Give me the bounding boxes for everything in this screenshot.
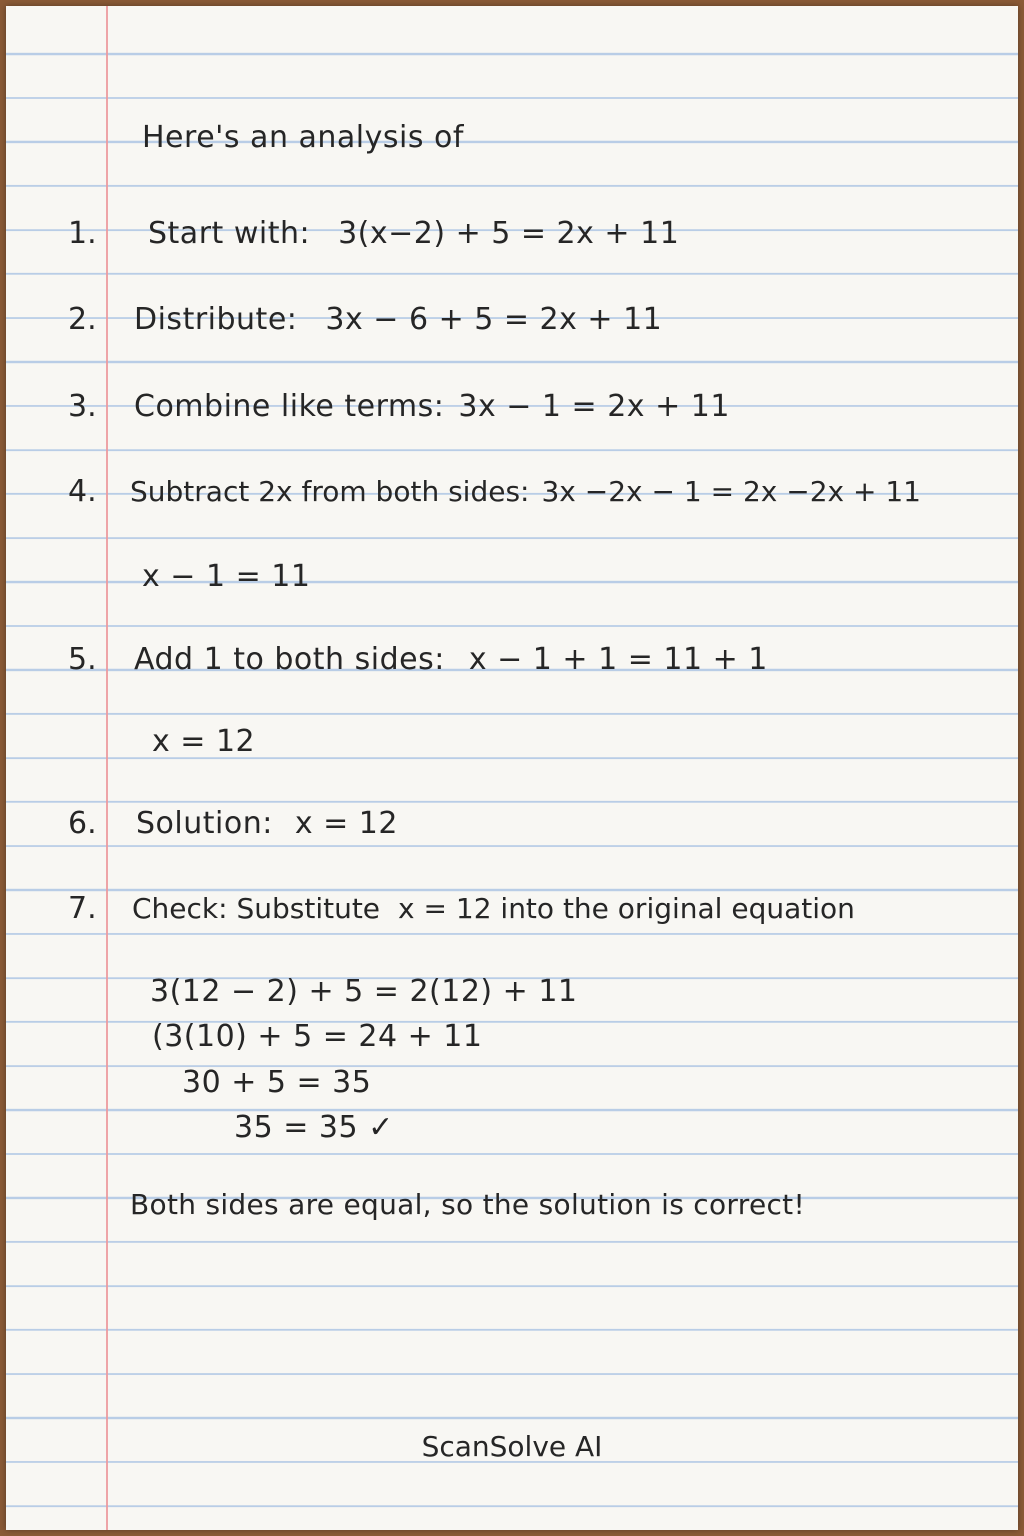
check-line: 35 = 35 ✓ (234, 1110, 394, 1145)
step-1 (148, 216, 679, 252)
step-6 (136, 806, 398, 842)
intro-text: Here's an analysis of (142, 120, 464, 155)
step-3 (134, 389, 730, 425)
step-4-equation: 3x −2x − 1 = 2x −2x + 11 (541, 475, 921, 508)
conclusion-text: Both sides are equal, so the solution is correct! (130, 1188, 805, 1221)
step-5-label: Add 1 to both sides: (134, 642, 445, 677)
footer-brand: ScanSolve AI (421, 1430, 603, 1463)
step-5-equation: x − 1 + 1 = 11 + 1 (468, 642, 768, 677)
check-line: (3(10) + 5 = 24 + 11 (152, 1019, 483, 1054)
step-3-label: Combine like terms: (134, 389, 445, 424)
step-1-label: Start with: (148, 216, 311, 251)
check-line: 3(12 − 2) + 5 = 2(12) + 11 (150, 974, 578, 1009)
step-4-number: 4. (68, 474, 97, 509)
step-1-equation: 3(x−2) + 5 = 2x + 11 (338, 216, 680, 251)
step-4-result: x − 1 = 11 (142, 559, 311, 594)
step-6-number: 6. (68, 806, 97, 841)
step-7-equation: x = 12 into the original equation (398, 892, 855, 925)
step-2-number: 2. (68, 302, 97, 337)
step-7-number: 7. (68, 891, 97, 926)
step-2 (134, 302, 662, 338)
step-3-number: 3. (68, 389, 97, 424)
check-line: 30 + 5 = 35 (182, 1065, 372, 1100)
step-7 (132, 891, 855, 927)
margin-line (106, 6, 108, 1530)
step-3-equation: 3x − 1 = 2x + 11 (458, 389, 730, 424)
step-2-label: Distribute: (134, 302, 298, 337)
step-5-number: 5. (68, 642, 97, 677)
notebook-page (6, 6, 1018, 1530)
step-7-label: Check: Substitute (132, 892, 381, 925)
step-5 (134, 642, 768, 678)
step-6-label: Solution: (136, 806, 273, 841)
step-2-equation: 3x − 6 + 5 = 2x + 11 (325, 302, 663, 337)
step-1-number: 1. (68, 216, 97, 251)
step-6-equation: x = 12 (294, 806, 398, 841)
step-5-result: x = 12 (152, 724, 256, 759)
step-4 (130, 474, 921, 510)
step-4-label: Subtract 2x from both sides: (130, 475, 530, 508)
